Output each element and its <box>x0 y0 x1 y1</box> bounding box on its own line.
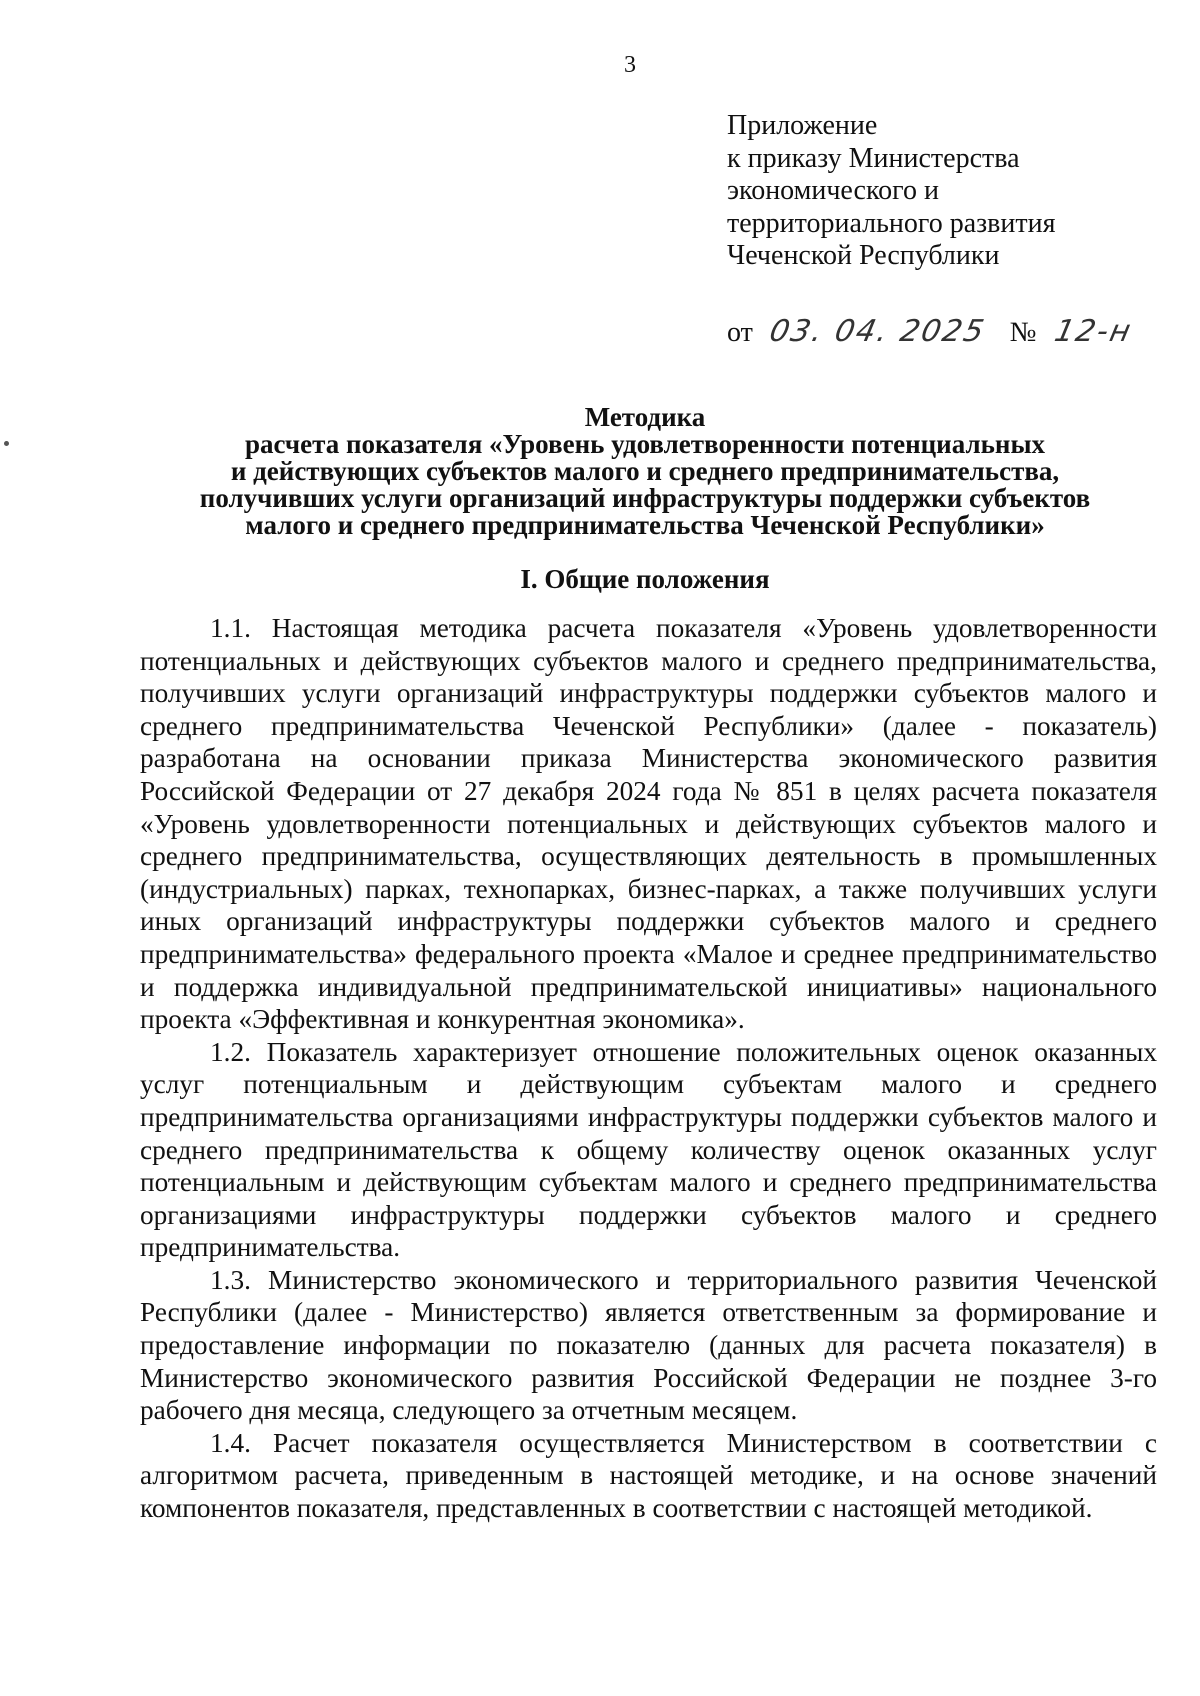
handwritten-order-number: 12-н <box>1051 314 1136 349</box>
paragraph-1-2: 1.2. Показатель характеризует отношение положительных оценок оказанных услуг потенциальным и действующим субъектам малого и среднего предпринимательства организациями инфраструктуры поддержки субъектов малого и среднего предпринимательства к общему количеству оценок оказанных услуг потенциальным и действующим субъектам малого и среднего предпринимательства организациями инфраструктуры поддержки субъектов малого и среднего предпринимательства. <box>140 1036 1157 1263</box>
appendix-line: к приказу Министерства <box>727 142 1020 174</box>
appendix-line: Чеченской Республики <box>727 240 1000 271</box>
appendix-block <box>727 110 1055 273</box>
paragraph-1-4: 1.4. Расчет показателя осуществляется Министерством в соответствии с алгоритмом расчета, приведенным в настоящей методике, и на основе значений компонентов показателя, представленных в соответствии с настоящей методикой. <box>140 1427 1157 1524</box>
appendix-line: Приложение <box>727 110 878 141</box>
scan-speck <box>4 441 9 446</box>
paragraph-1-1: 1.1. Настоящая методика расчета показателя «Уровень удовлетворенности потенциальных и действующих субъектов малого и среднего предпринимательства, получивших услуги организаций инфраструктуры поддержки субъектов малого и среднего предпринимательства Чеченской Республики» (далее - показатель) разработана на основании приказа Министерства экономического развития Российской Федерации от 27 декабря 2024 года № 851 в целях расчета показателя «Уровень удовлетворенности потенциальных и действующих субъектов малого и среднего предпринимательства, осуществляющих деятельность в промышленных (индустриальных) парках, технопарках, бизнес-парках, а также получивших услуги иных организаций инфраструктуры поддержки субъектов малого и среднего предпринимательства» федерального проекта «Малое и среднее предпринимательство и поддержка индивидуальной предпринимательской инициативы» национального проекта «Эффективная и конкурентная экономика». <box>140 613 1157 1035</box>
handwritten-order-date: 03. 04. 2025 <box>766 314 989 349</box>
order-reference <box>727 314 1136 351</box>
appendix-line: экономического и <box>727 175 939 206</box>
appendix-line: территориального развития <box>727 207 1056 239</box>
page-number: 3 <box>624 52 636 78</box>
order-prefix: от <box>727 317 753 348</box>
order-number-sign: № <box>1009 317 1037 348</box>
paragraph-1-3: 1.3. Министерство экономического и территориального развития Чеченской Республики (далее - Министерство) является ответственным за формирование и предоставление информации по показателю (данных для расчета показателя) в Министерство экономического развития Российской Федерации не позднее 3-го рабочего дня месяца, следующего за отчетным месяцем. <box>140 1264 1157 1426</box>
section-heading: I. Общие положения <box>520 564 770 594</box>
title-line: и действующих субъектов малого и среднего предпринимательства, <box>230 456 1060 486</box>
section-body <box>140 612 1157 1525</box>
title-line: Методика <box>584 402 706 432</box>
title-line: получивших услуги организаций инфраструктуры поддержки субъектов <box>199 483 1091 513</box>
document-title <box>140 404 1150 539</box>
title-line: малого и среднего предпринимательства Чеченской Республики» <box>245 510 1045 540</box>
title-line: расчета показателя «Уровень удовлетворенности потенциальных <box>244 429 1046 459</box>
